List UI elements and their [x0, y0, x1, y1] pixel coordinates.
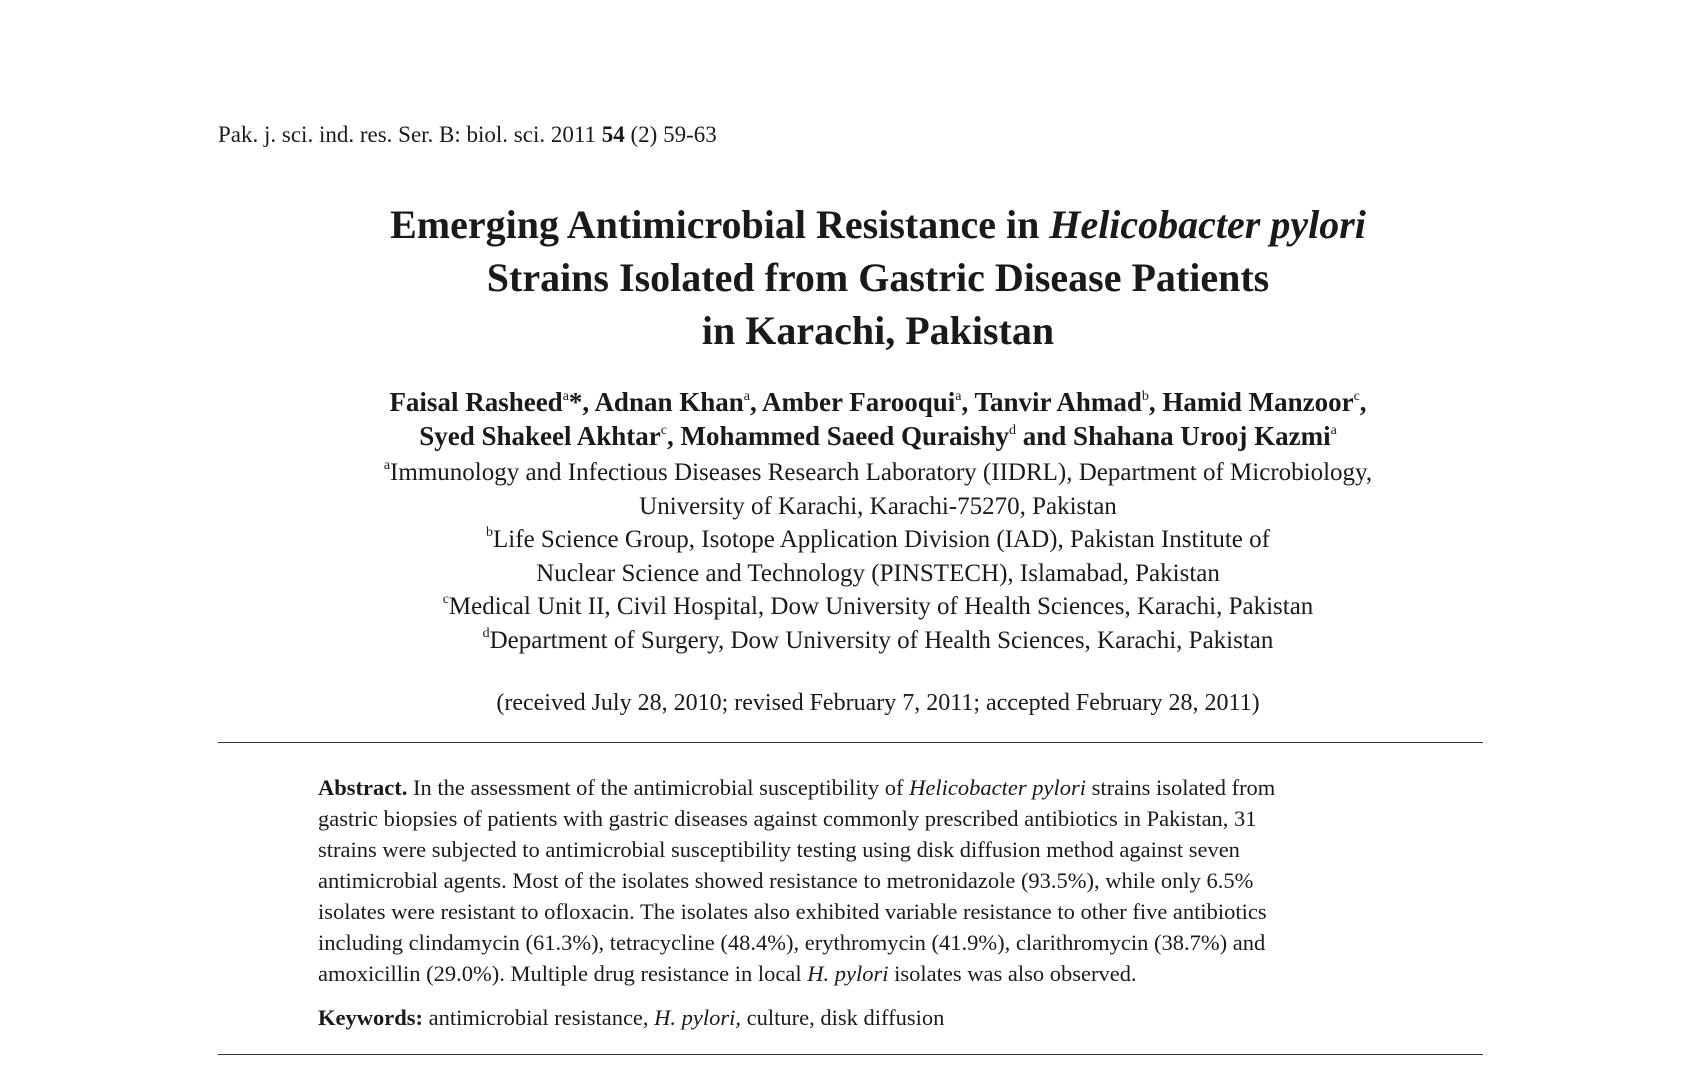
- paper-title: [200, 198, 1556, 357]
- author: Mohammed Saeed Quraishy: [680, 421, 1009, 451]
- abstract-line: strains were subjected to antimicrobial susceptibility testing using disk diffusion method against seven: [318, 837, 1240, 862]
- journal-citation: Pak. j. sci. ind. res. Ser. B: biol. sci. 2011 54 (2) 59-63: [218, 122, 717, 147]
- title-line-3: in Karachi, Pakistan: [701, 308, 1055, 353]
- author-line-2: Syed Shakeel Akhtar$^c$, Mohammed Saeed Quraishy$^d$ and Shahana Urooj Kazmi$^a$: [419, 421, 1337, 451]
- abstract-line: antimicrobial agents. Most of the isolates showed resistance to metronidazole (93.5%), while only 6.5%: [318, 868, 1254, 893]
- affiliations: [200, 456, 1556, 658]
- affiliation-a-line-1: $^a$Immunology and Infectious Diseases Research Laboratory (IIDRL), Department of Microbiology,: [383, 458, 1373, 486]
- abstract-line: including clindamycin (61.3%), tetracycline (48.4%), erythromycin (41.9%), clarithromycin (38.7%) and: [318, 930, 1266, 955]
- title-line-1: Emerging Antimicrobial Resistance in Helicobacter pylori: [390, 202, 1366, 247]
- abstract-line: isolates were resistant to ofloxacin. The isolates also exhibited variable resistance to other five antibiotics: [318, 899, 1267, 924]
- top-divider: [218, 742, 1483, 743]
- affiliation-d: $^d$Department of Surgery, Dow University of Health Sciences, Karachi, Pakistan: [482, 625, 1274, 654]
- affiliation-a-line-2: University of Karachi, Karachi-75270, Pakistan: [639, 492, 1117, 520]
- affiliation-c: $^c$Medical Unit II, Civil Hospital, Dow University of Health Sciences, Karachi, Pakistan: [442, 592, 1314, 621]
- abstract-line: Abstract. In the assessment of the antimicrobial susceptibility of Helicobacter pylori strains isolated from: [318, 775, 1276, 800]
- author: Faisal Rasheed: [389, 387, 563, 417]
- keywords-label: Keywords:: [318, 1005, 423, 1030]
- title-species-name: Helicobacter pylori: [1049, 202, 1366, 247]
- bottom-divider: [218, 1054, 1483, 1055]
- author: Tanvir Ahmad: [974, 387, 1142, 417]
- author: Amber Farooqui: [762, 387, 956, 417]
- author-list: [200, 385, 1556, 453]
- title-line-2: Strains Isolated from Gastric Disease Patients: [486, 255, 1270, 300]
- abstract-label: Abstract.: [318, 775, 408, 800]
- author: Adnan Khan: [594, 387, 744, 417]
- author: Hamid Manzoor: [1162, 387, 1354, 417]
- submission-dates: (received July 28, 2010; revised February 7, 2011; accepted February 28, 2011): [496, 690, 1260, 716]
- abstract-line: amoxicillin (29.0%). Multiple drug resistance in local H. pylori isolates was also observed.: [318, 961, 1137, 986]
- citation-volume: 54: [601, 122, 625, 147]
- author: Shahana Urooj Kazmi: [1073, 421, 1331, 451]
- keywords: Keywords: antimicrobial resistance, H. pylori, culture, disk diffusion: [318, 1005, 945, 1030]
- author-line-1: Faisal Rasheed$^a$*, Adnan Khan$^a$, Amber Farooqui$^a$, Tanvir Ahmad$^b$, Hamid Manzoor$^c$,: [389, 387, 1367, 417]
- abstract: [318, 772, 1388, 989]
- affiliation-b-line-1: $^b$Life Science Group, Isotope Application Division (IAD), Pakistan Institute of: [486, 525, 1270, 554]
- affiliation-b-line-2: Nuclear Science and Technology (PINSTECH), Islamabad, Pakistan: [536, 559, 1220, 587]
- author: Syed Shakeel Akhtar: [419, 421, 661, 451]
- abstract-line: gastric biopsies of patients with gastric diseases against commonly prescribed antibiotics in Pakistan, 31: [318, 806, 1257, 831]
